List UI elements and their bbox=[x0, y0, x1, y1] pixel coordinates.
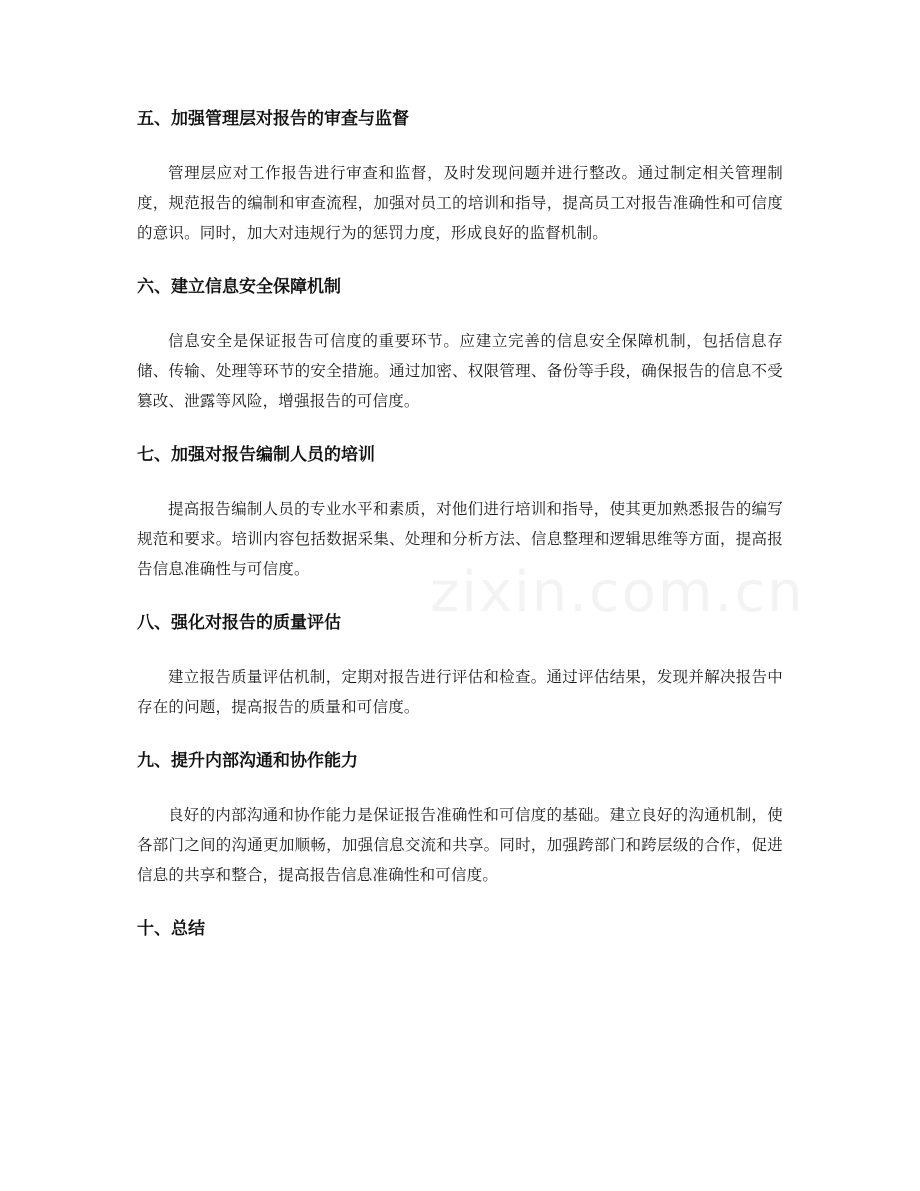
section-paragraph: 提高报告编制人员的专业水平和素质，对他们进行培训和指导，使其更加熟悉报告的编写规范和要求。培训内容包括数据采集、处理和分析方法、信息整理和逻辑思维等方面，提高报告信息准确性与可信度。 bbox=[137, 500, 783, 578]
section-6 bbox=[137, 272, 783, 416]
section-heading: 九、提升内部沟通和协作能力 bbox=[137, 751, 358, 771]
section-paragraph: 建立报告质量评估机制，定期对报告进行评估和检查。通过评估结果，发现并解决报告中存在的问题，提高报告的质量和可信度。 bbox=[137, 668, 783, 716]
section-paragraph: 信息安全是保证报告可信度的重要环节。应建立完善的信息安全保障机制，包括信息存储、传输、处理等环节的安全措施。通过加密、权限管理、备份等手段，确保报告的信息不受篡改、泄露等风险，增强报告的可信度。 bbox=[137, 332, 783, 410]
section-heading: 六、建立信息安全保障机制 bbox=[137, 277, 341, 297]
section-10 bbox=[137, 914, 783, 944]
document-body bbox=[137, 104, 783, 968]
section-paragraph: 管理层应对工作报告进行审查和监督，及时发现问题并进行整改。通过制定相关管理制度，规范报告的编制和审查流程，加强对员工的培训和指导，提高员工对报告准确性和可信度的意识。同时，加大对违规行为的惩罚力度，形成良好的监督机制。 bbox=[137, 164, 783, 242]
section-heading: 十、总结 bbox=[137, 919, 205, 939]
section-8 bbox=[137, 608, 783, 722]
section-heading: 八、强化对报告的质量评估 bbox=[137, 613, 341, 633]
section-heading: 七、加强对报告编制人员的培训 bbox=[137, 445, 375, 465]
section-9 bbox=[137, 746, 783, 890]
section-5 bbox=[137, 104, 783, 248]
section-paragraph: 良好的内部沟通和协作能力是保证报告准确性和可信度的基础。建立良好的沟通机制，使各部门之间的沟通更加顺畅，加强信息交流和共享。同时，加强跨部门和跨层级的合作，促进信息的共享和整合，提高报告信息准确性和可信度。 bbox=[137, 806, 783, 884]
section-heading: 五、加强管理层对报告的审查与监督 bbox=[137, 109, 409, 129]
section-7 bbox=[137, 440, 783, 584]
